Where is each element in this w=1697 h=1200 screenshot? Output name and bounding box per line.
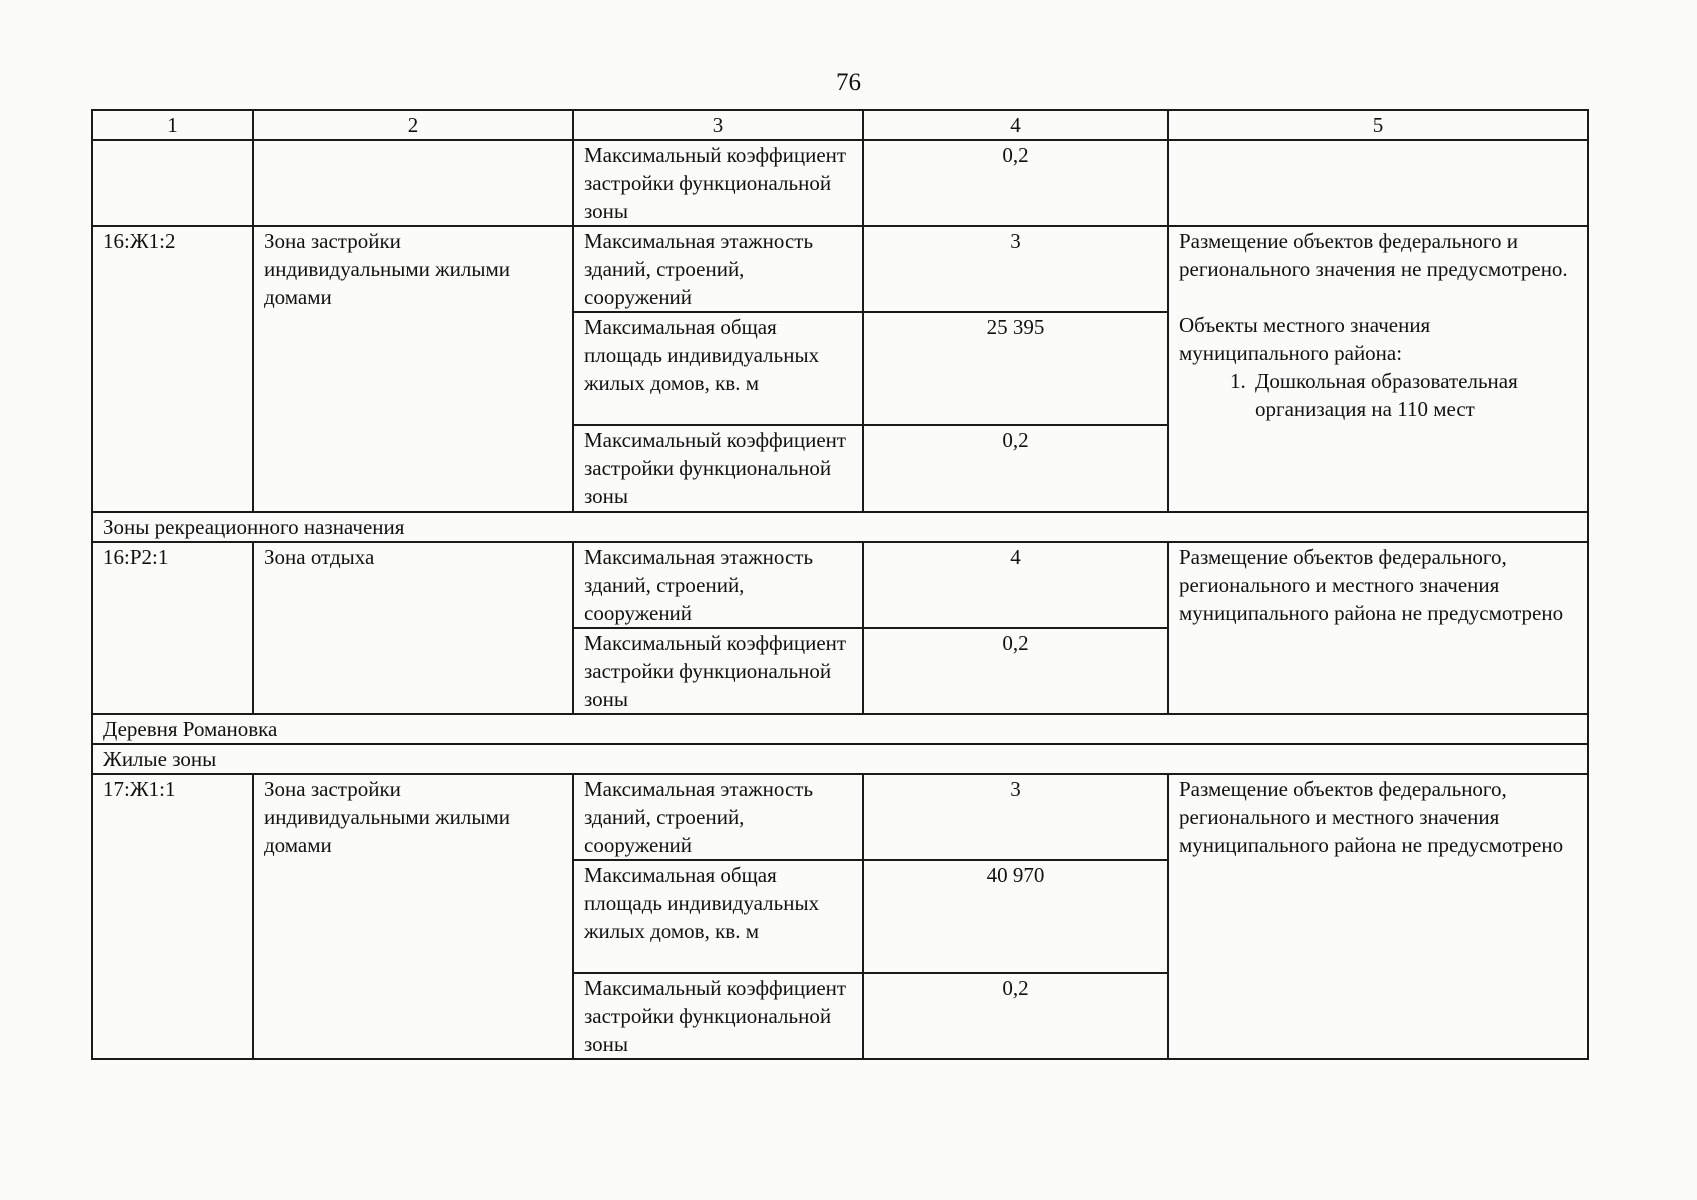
param-cell: Максимальный коэффициент застройки функциональной зоны (573, 628, 863, 714)
section-title: Деревня Романовка (92, 714, 1588, 744)
value-cell: 0,2 (863, 140, 1168, 226)
zones-table (91, 109, 1589, 1060)
value-cell: 4 (863, 542, 1168, 628)
table-row (92, 140, 1588, 226)
zone-name-cell: Зона застройки индивидуальными жилыми домами (253, 226, 573, 512)
header-col-5: 5 (1168, 110, 1588, 140)
value-cell: 40 970 (863, 860, 1168, 973)
header-col-1: 1 (92, 110, 253, 140)
page-number: 76 (836, 69, 861, 96)
note-text: Объекты местного значения муниципального района: (1179, 313, 1431, 365)
zone-code-cell: 16:Р2:1 (92, 542, 253, 714)
value-cell: 3 (863, 774, 1168, 860)
value-cell: 0,2 (863, 425, 1168, 512)
table-row (92, 226, 1588, 312)
param-cell: Максимальный коэффициент застройки функциональной зоны (573, 425, 863, 512)
zone-name-cell (253, 140, 573, 226)
section-title: Жилые зоны (92, 744, 1588, 774)
objects-list (1179, 367, 1577, 423)
header-col-3: 3 (573, 110, 863, 140)
section-row (92, 744, 1588, 774)
param-cell: Максимальный коэффициент застройки функциональной зоны (573, 140, 863, 226)
note-cell (1168, 226, 1588, 512)
value-cell: 3 (863, 226, 1168, 312)
header-col-4: 4 (863, 110, 1168, 140)
param-cell: Максимальная общая площадь индивидуальных жилых домов, кв. м (573, 312, 863, 425)
zone-name-cell: Зона застройки индивидуальными жилыми домами (253, 774, 573, 1059)
note-text: Размещение объектов федерального и регионального значения не предусмотрено. (1179, 229, 1568, 281)
note-cell: Размещение объектов федерального, регионального и местного значения муниципального района не предусмотрено (1168, 774, 1588, 1059)
table-row (92, 542, 1588, 628)
section-row (92, 512, 1588, 542)
param-cell: Максимальный коэффициент застройки функциональной зоны (573, 973, 863, 1059)
zone-code-cell: 17:Ж1:1 (92, 774, 253, 1059)
value-cell: 25 395 (863, 312, 1168, 425)
header-row (92, 110, 1588, 140)
value-cell: 0,2 (863, 973, 1168, 1059)
zone-name-cell: Зона отдыха (253, 542, 573, 714)
value-cell: 0,2 (863, 628, 1168, 714)
zone-code-cell: 16:Ж1:2 (92, 226, 253, 512)
param-cell: Максимальная этажность зданий, строений, сооружений (573, 774, 863, 860)
param-cell: Максимальная общая площадь индивидуальных жилых домов, кв. м (573, 860, 863, 973)
table-row (92, 774, 1588, 860)
list-item: 1. Дошкольная образовательная организация на 110 мест (1251, 367, 1577, 423)
section-title: Зоны рекреационного назначения (92, 512, 1588, 542)
param-cell: Максимальная этажность зданий, строений, сооружений (573, 226, 863, 312)
param-cell: Максимальная этажность зданий, строений, сооружений (573, 542, 863, 628)
section-row (92, 714, 1588, 744)
header-col-2: 2 (253, 110, 573, 140)
note-cell (1168, 140, 1588, 226)
note-cell: Размещение объектов федерального, регионального и местного значения муниципального района не предусмотрено (1168, 542, 1588, 714)
zone-code-cell (92, 140, 253, 226)
